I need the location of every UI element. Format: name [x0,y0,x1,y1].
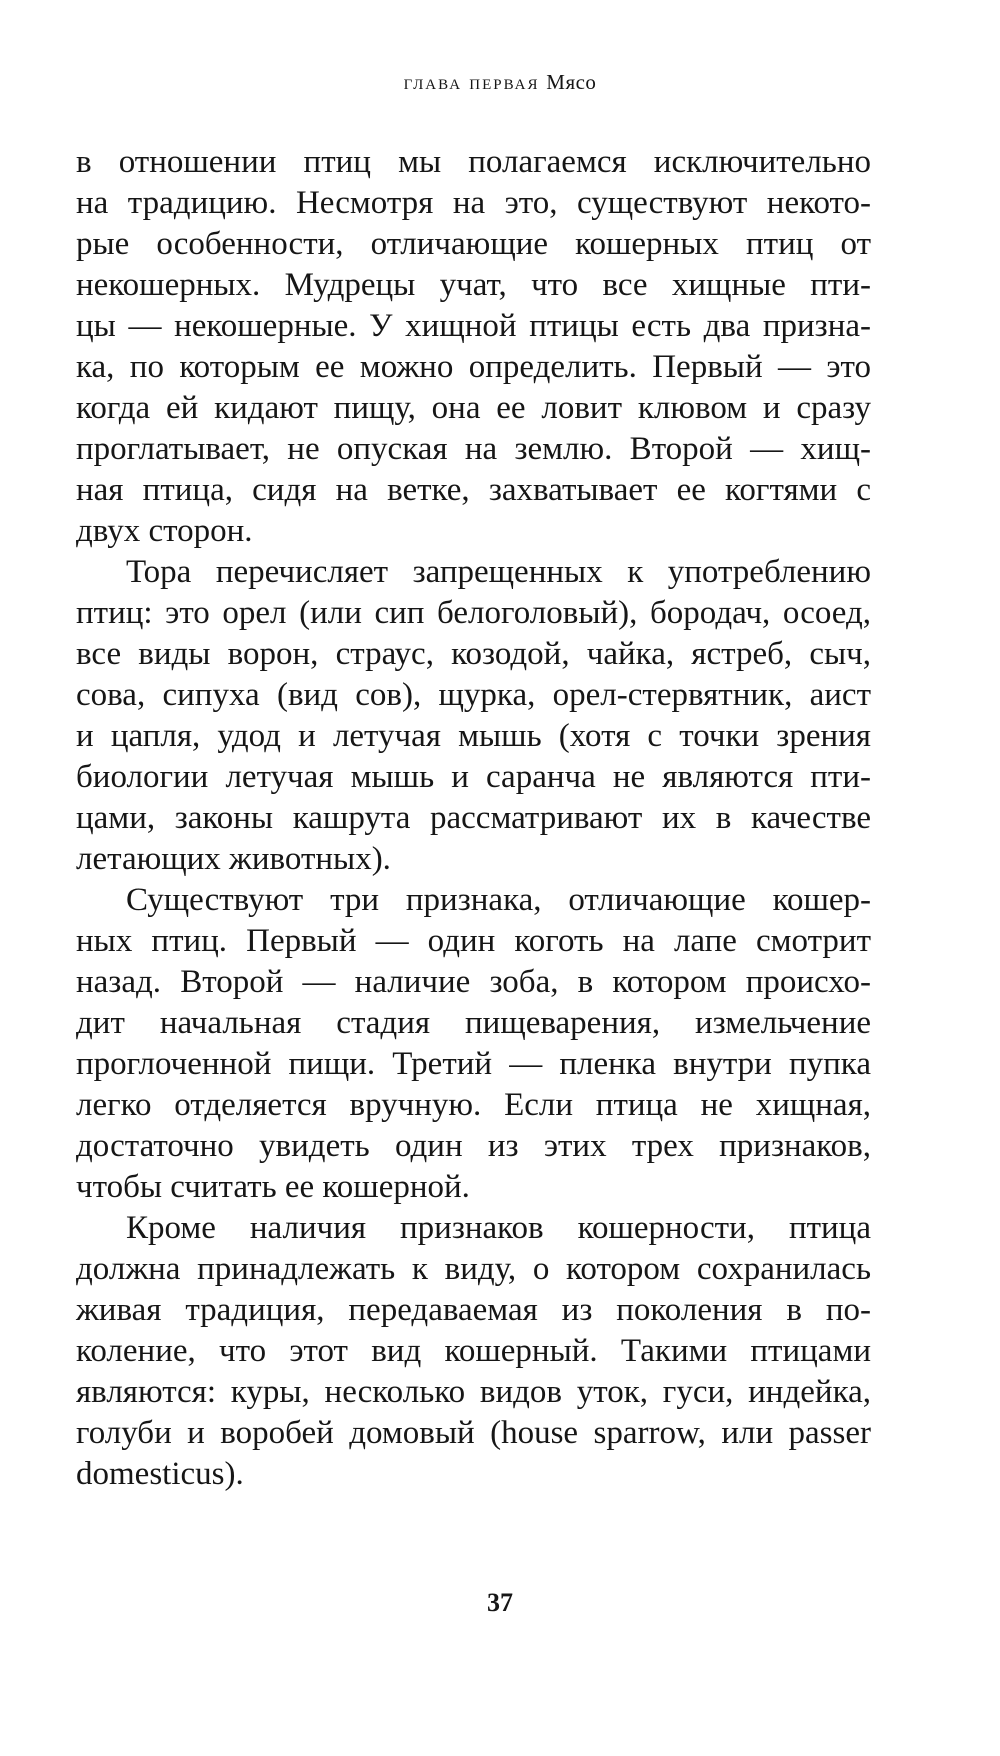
text-line: коление, что этот вид кошерный. Такими птицами [76,1333,871,1369]
text-line: и цапля, удод и летучая мышь (хотя с точки зрения [76,718,871,754]
body-text [76,142,871,1495]
text-line: Тора перечисляет запрещенных к употреблению [126,554,871,590]
text-line: ных птиц. Первый — один коготь на лапе смотрит [76,923,871,959]
text-line: легко отделяется вручную. Если птица не хищная, [76,1087,871,1123]
paragraph [76,1208,871,1495]
text-line: биологии летучая мышь и саранча не являются пти- [76,759,871,795]
paragraph [76,880,871,1208]
text-line: на традицию. Несмотря на это, существуют некото- [76,185,871,221]
text-line: птиц: это орел (или сип белоголовый), бородач, осоед, [76,595,871,631]
text-line: чтобы считать ее кошерной. [76,1169,470,1205]
text-line: достаточно увидеть один из этих трех признаков, [76,1128,871,1164]
text-line: в отношении птиц мы полагаемся исключительно [76,144,871,180]
text-line: ка, по которым ее можно определить. Первый — это [76,349,871,385]
text-line: все виды ворон, страус, козодой, чайка, ястреб, сыч, [76,636,871,672]
running-head-title: Мясо [546,70,597,94]
text-line: цы — некошерные. У хищной птицы есть два призна- [76,308,871,344]
text-line: живая традиция, передаваемая из поколения в по- [76,1292,871,1328]
text-line: проглоченной пищи. Третий — пленка внутри пупка [76,1046,871,1082]
text-line: сова, сипуха (вид сов), щурка, орел-стервятник, аист [76,677,871,713]
text-line: ная птица, сидя на ветке, захватывает ее когтями с [76,472,871,508]
text-line: являются: куры, несколько видов уток, гуси, индейка, [76,1374,871,1410]
text-line: назад. Второй — наличие зоба, в котором происхо- [76,964,871,1000]
text-line: Существуют три признака, отличающие кошер- [126,882,871,918]
text-line: должна принадлежать к виду, о котором сохранилась [76,1251,871,1287]
running-head-section: глава первая [403,70,540,94]
paragraph [76,552,871,880]
text-line: domesticus). [76,1456,244,1492]
text-line: голуби и воробей домовый (house sparrow, или passer [76,1415,871,1451]
text-line: дит начальная стадия пищеварения, измельчение [76,1005,871,1041]
text-line: Кроме наличия признаков кошерности, птица [126,1210,871,1246]
page-number: 37 [487,1588,513,1617]
text-line: рые особенности, отличающие кошерных птиц от [76,226,871,262]
text-line: когда ей кидают пищу, она ее ловит клювом и сразу [76,390,871,426]
text-line: некошерных. Мудрецы учат, что все хищные пти- [76,267,871,303]
text-line: проглатывает, не опуская на землю. Второй — хищ- [76,431,871,467]
text-line: летающих животных). [76,841,391,877]
text-line: цами, законы кашрута рассматривают их в качестве [76,800,871,836]
paragraph [76,142,871,552]
text-line: двух сторон. [76,513,253,549]
running-head [0,70,1000,95]
